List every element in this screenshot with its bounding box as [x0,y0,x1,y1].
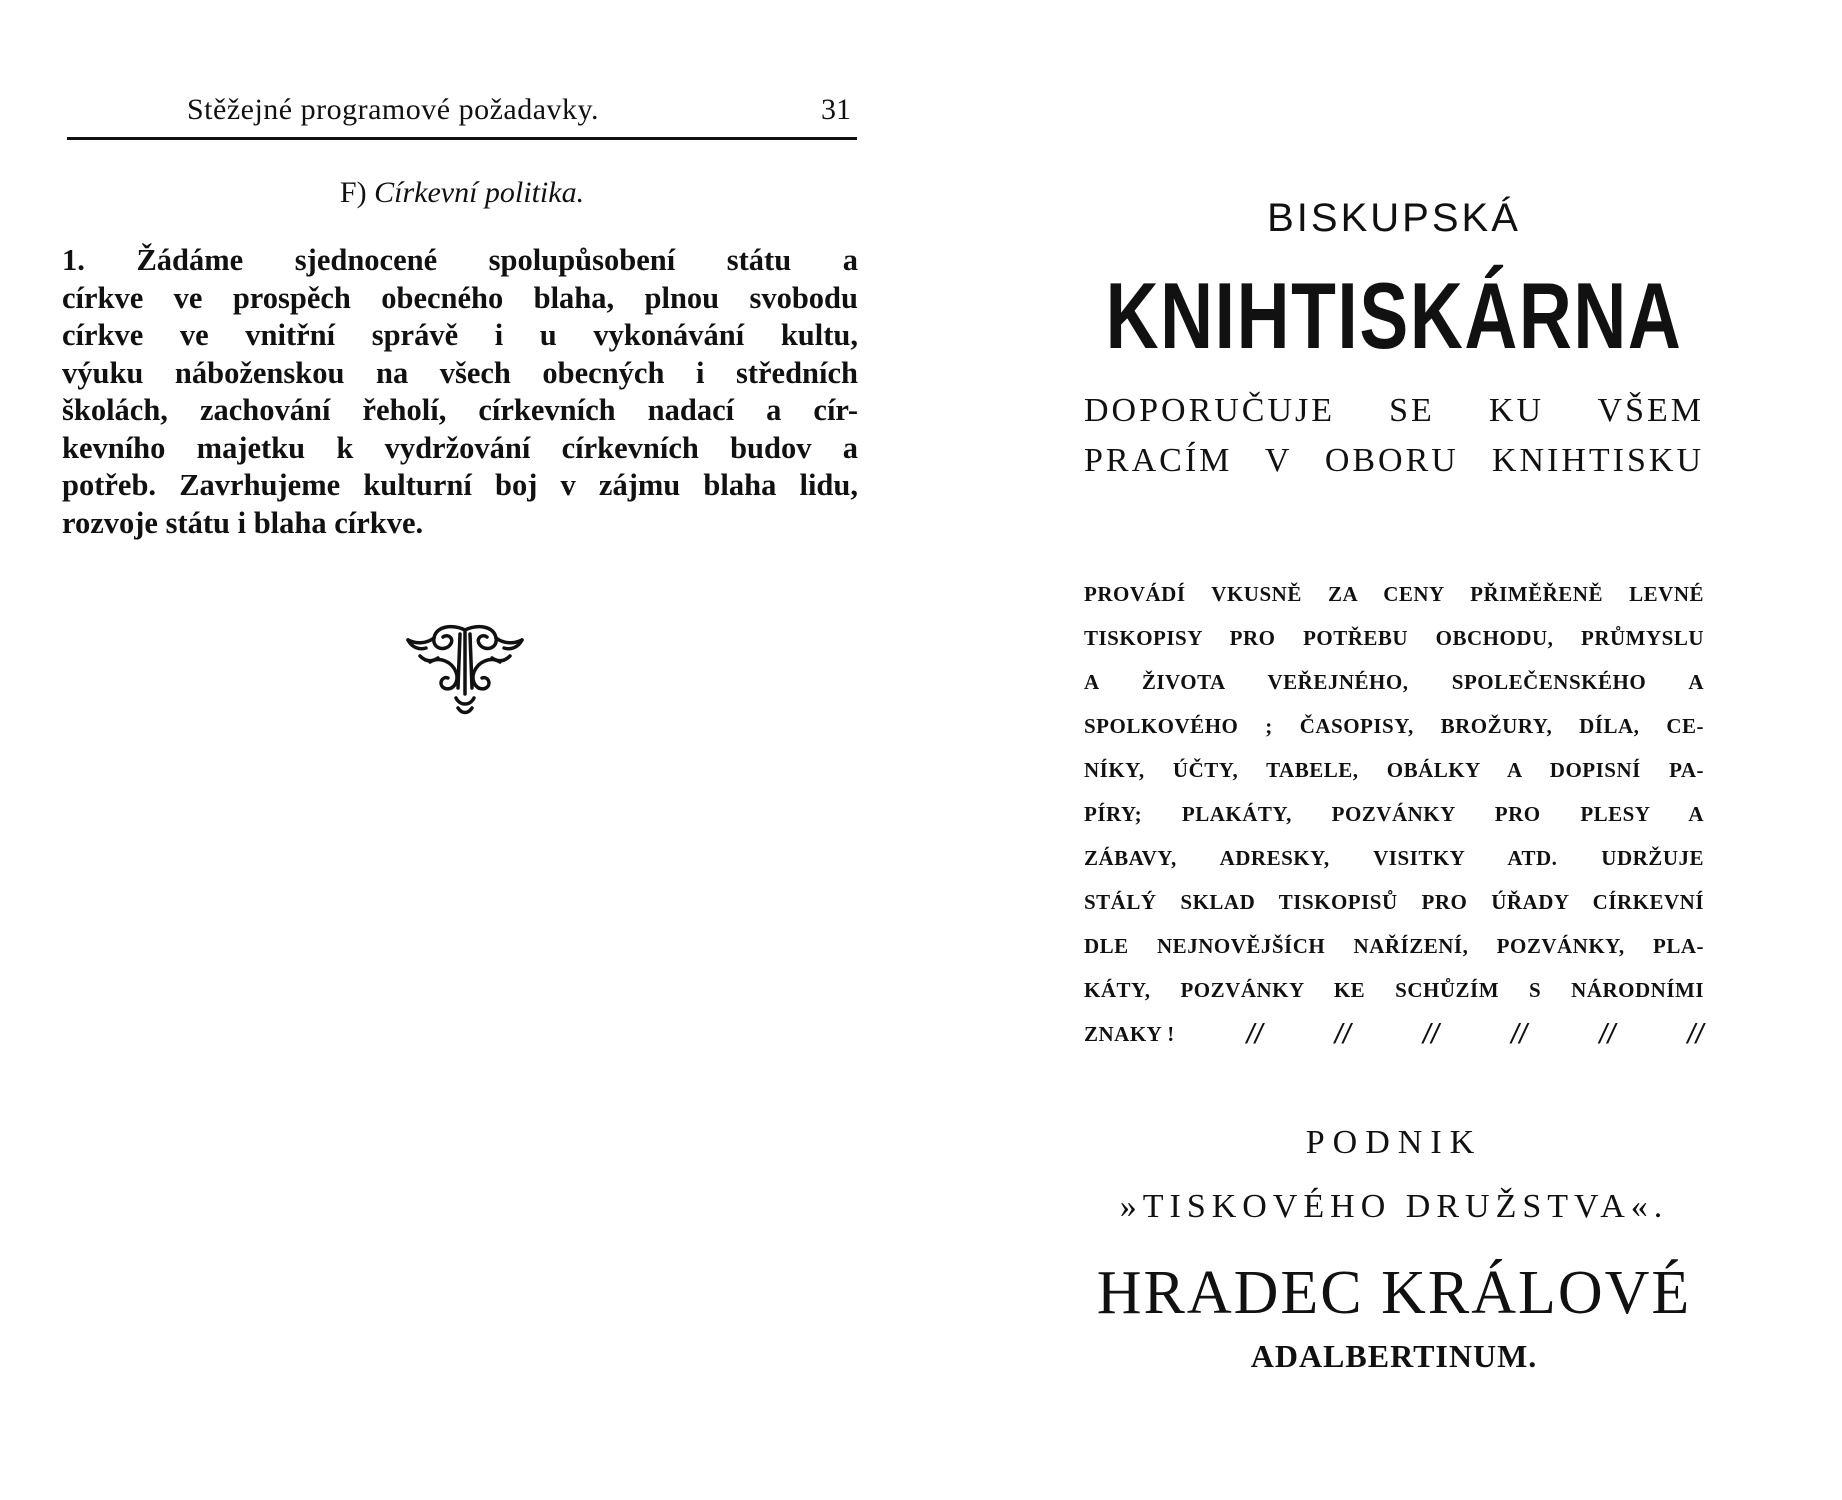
section-title: Církevní politika. [374,176,585,209]
ad-title: KNIHTISKÁRNA [1105,263,1683,368]
line-filler-mark: // [1422,1018,1440,1049]
line-filler-mark: // [1687,1018,1704,1049]
section-paragraph [62,242,858,542]
ad-city: HRADEC KRÁLOVÉ [1096,1259,1692,1327]
line-filler-mark: // [1511,1018,1528,1049]
line-filler-mark: // [1246,1018,1263,1049]
services-final-line [1084,1012,1704,1056]
line-filler-mark: // [1334,1018,1352,1049]
ad-recommendation-line: PRACÍM V OBORU KNIHTISKU [1084,442,1704,479]
services-line: A ŽIVOTA VEŘEJNÉHO, SPOLEČENSKÉHO A [1084,670,1704,694]
ad-enterprise: PODNIK [1305,1124,1483,1161]
ornament-icon [400,622,530,722]
paragraph-line: výuku náboženskou na všech obecných i středních [62,355,858,390]
services-line: SPOLKOVÉHO ; ČASOPISY, BROŽURY, DÍLA, CE- [1084,714,1704,738]
ad-recommendation-line: DOPORUČUJE SE KU VŠEM [1084,392,1704,429]
ad-kicker: BISKUPSKÁ [1267,196,1521,240]
section-label: F) [339,176,367,209]
services-line: TISKOPISY PRO POTŘEBU OBCHODU, PRŮMYSLU [1084,626,1704,650]
services-line: ZÁBAVY, ADRESKY, VISITKY ATD. UDRŽUJE [1084,846,1704,870]
right-page [921,0,1842,1500]
running-head [67,93,857,140]
services-final-text: ZNAKY ! [1084,1022,1175,1046]
paragraph-line: potřeb. Zavrhujeme kulturní boj v zájmu blaha lidu, [62,468,858,502]
running-title: Stěžejné programové požadavky. [187,93,600,126]
ad-building: ADALBERTINUM. [1250,1338,1538,1374]
paragraph-line: 1. Žádáme sjednocené spolupůsobení státu a [62,243,858,277]
services-line: PROVÁDÍ VKUSNĚ ZA CENY PŘIMĚŘENĚ LEVNÉ [1084,582,1704,606]
paragraph-line: kevního majetku k vydržování církevních budov a [62,430,858,465]
ad-services [1084,572,1704,1056]
section-heading [67,176,857,210]
paragraph-line: církve ve vnitřní správě i u vykonávání kultu, [62,318,858,352]
ad-cooperative: »TISKOVÉHO DRUŽSTVA«. [1119,1188,1669,1225]
page-number: 31 [821,93,851,126]
services-line: PÍRY; PLAKÁTY, POZVÁNKY PRO PLESY A [1084,802,1704,826]
services-line: STÁLÝ SKLAD TISKOPISŮ PRO ÚŘADY CÍRKEVNÍ [1084,890,1704,914]
paragraph-line: školách, zachování řeholí, církevních nadací a cír- [62,393,858,427]
services-line: KÁTY, POZVÁNKY KE SCHŮZÍM S NÁRODNÍMI [1084,978,1704,1002]
paragraph-line: církve ve prospěch obecného blaha, plnou svobodu [62,280,858,315]
paragraph-line: rozvoje státu i blaha církve. [62,505,424,540]
services-line: NÍKY, ÚČTY, TABELE, OBÁLKY A DOPISNÍ PA- [1084,758,1704,782]
line-filler-mark: // [1599,1018,1616,1049]
services-line: DLE NEJNOVĚJŠÍCH NAŘÍZENÍ, POZVÁNKY, PLA- [1084,934,1704,958]
